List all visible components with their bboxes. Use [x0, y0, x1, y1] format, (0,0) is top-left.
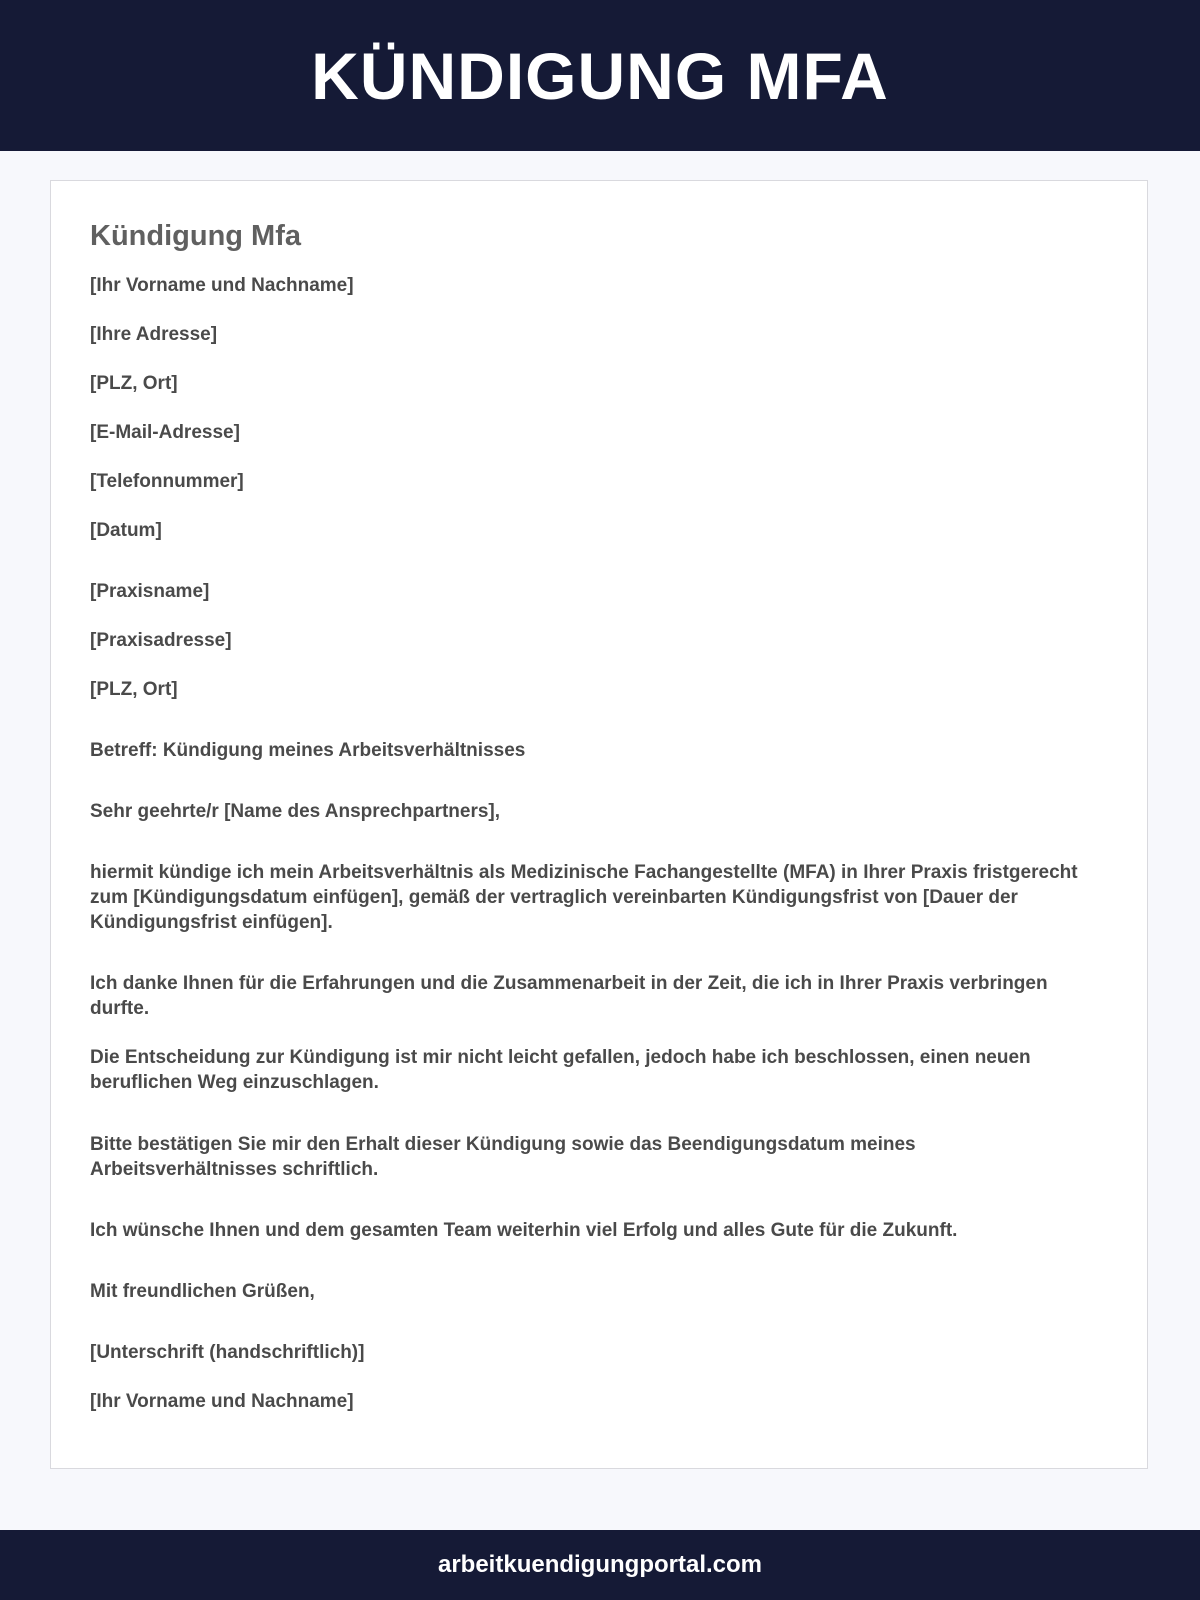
signature-name: [Ihr Vorname und Nachname]	[90, 1391, 354, 1412]
recipient-name: [Praxisname]	[90, 581, 210, 602]
sender-phone: [Telefonnummer]	[90, 471, 244, 492]
body-paragraph: Bitte bestätigen Sie mir den Erhalt dieser Kündigung sowie das Beendigungsdatum meines Arbeitsverhältnisses schriftlich.	[90, 1134, 916, 1180]
body-paragraph: Ich danke Ihnen für die Erfahrungen und die Zusammenarbeit in der Zeit, die ich in Ihrer Praxis verbringen durfte.	[90, 973, 1048, 1019]
recipient-city: [PLZ, Ort]	[90, 679, 178, 700]
letter-title: Kündigung Mfa	[90, 220, 302, 252]
page-title: KÜNDIGUNG MFA	[311, 38, 889, 113]
letter-card	[50, 180, 1148, 1469]
page-header	[0, 0, 1200, 151]
sender-email: [E-Mail-Adresse]	[90, 422, 240, 443]
sender-name: [Ihr Vorname und Nachname]	[90, 275, 354, 296]
closing: Mit freundlichen Grüßen,	[90, 1281, 315, 1302]
sender-city: [PLZ, Ort]	[90, 373, 178, 394]
letter-date: [Datum]	[90, 520, 162, 541]
recipient-address: [Praxisadresse]	[90, 630, 232, 651]
body-paragraph: Ich wünsche Ihnen und dem gesamten Team weiterhin viel Erfolg und alles Gute für die Zukunft.	[90, 1220, 958, 1241]
body-paragraph: Die Entscheidung zur Kündigung ist mir nicht leicht gefallen, jedoch habe ich beschlossen, einen neuen beruflichen Weg einzuschlagen.	[90, 1047, 1031, 1093]
page-footer	[0, 1530, 1200, 1600]
salutation: Sehr geehrte/r [Name des Ansprechpartners],	[90, 801, 501, 822]
signature-line: [Unterschrift (handschriftlich)]	[90, 1342, 365, 1363]
body-paragraph: hiermit kündige ich mein Arbeitsverhältnis als Medizinische Fachangestellte (MFA) in Ihrer Praxis fristgerecht zum [Kündigungsdatum einfügen], gemäß der vertraglich vereinbarten Kündigungsfrist von [Dauer der Kündigungsfrist einfügen].	[90, 862, 1078, 933]
sender-address: [Ihre Adresse]	[90, 324, 218, 345]
footer-site-link[interactable]: arbeitkuendigungportal.com	[437, 1551, 763, 1578]
subject-line: Betreff: Kündigung meines Arbeitsverhältnisses	[90, 740, 526, 761]
